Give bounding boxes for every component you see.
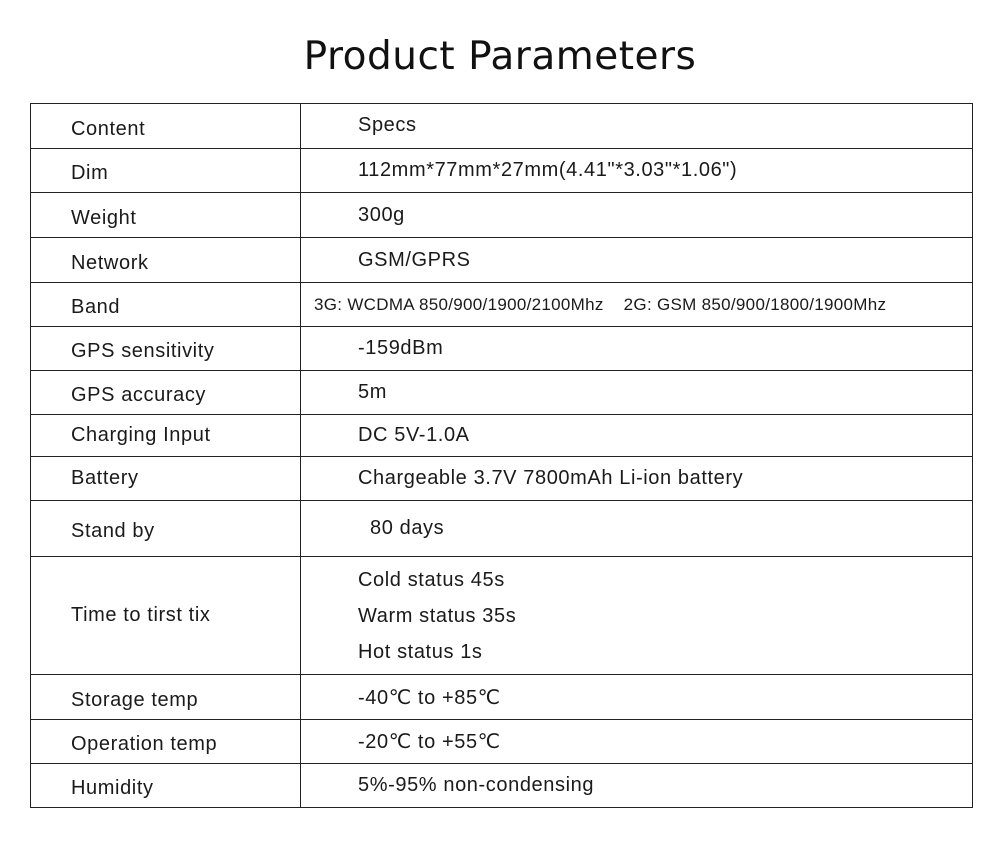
table-row-operation-temp	[31, 720, 973, 764]
table-row-dim	[31, 149, 973, 193]
row-value: 5m	[301, 371, 973, 415]
row-value: 300g	[301, 193, 973, 238]
row-label: Dim	[31, 149, 301, 193]
row-value: 5%-95% non-condensing	[301, 764, 973, 808]
row-value: 112mm*77mm*27mm(4.41"*3.03"*1.06")	[301, 149, 973, 193]
product-parameters-table	[30, 103, 973, 808]
cold-status-text: Cold status 45s	[358, 568, 505, 591]
band-2g-text: 2G: GSM 850/900/1800/1900Mhz	[623, 294, 887, 314]
row-value: 80 days	[301, 501, 973, 557]
row-label: Operation temp	[31, 720, 301, 764]
row-label: Storage temp	[31, 675, 301, 720]
table-row-charging-input	[31, 415, 973, 457]
row-label: Band	[31, 283, 301, 327]
header-label-cell: Content	[31, 104, 301, 149]
row-value-band	[301, 283, 973, 327]
row-label: GPS accuracy	[31, 371, 301, 415]
row-value: -40℃ to +85℃	[301, 675, 973, 720]
row-label: Stand by	[31, 501, 301, 557]
row-label: Battery	[31, 457, 301, 501]
row-value: -159dBm	[301, 327, 973, 371]
header-value-cell: Specs	[301, 104, 973, 149]
table-row-battery	[31, 457, 973, 501]
table-row-band	[31, 283, 973, 327]
table-row-humidity	[31, 764, 973, 808]
row-value-multiline	[301, 557, 973, 675]
hot-status-text: Hot status 1s	[358, 640, 483, 663]
row-label: Humidity	[31, 764, 301, 808]
row-label: Charging Input	[31, 415, 301, 457]
page-title: Product Parameters	[303, 34, 697, 79]
table-row-standby	[31, 501, 973, 557]
row-label: Time to tirst tix	[31, 557, 301, 675]
table-row-weight	[31, 193, 973, 238]
table-row-storage-temp	[31, 675, 973, 720]
row-value: GSM/GPRS	[301, 238, 973, 283]
table-row-time-to-first-fix	[31, 557, 973, 675]
row-value: DC 5V-1.0A	[301, 415, 973, 457]
table-row-gps-accuracy	[31, 371, 973, 415]
table-row-network	[31, 238, 973, 283]
warm-status-text: Warm status 35s	[358, 604, 517, 627]
row-value: -20℃ to +55℃	[301, 720, 973, 764]
row-value: Chargeable 3.7V 7800mAh Li-ion battery	[301, 457, 973, 501]
table-row-gps-sensitivity	[31, 327, 973, 371]
row-label: Weight	[31, 193, 301, 238]
row-label: Network	[31, 238, 301, 283]
row-label: GPS sensitivity	[31, 327, 301, 371]
band-3g-text: 3G: WCDMA 850/900/1900/2100Mhz	[314, 294, 604, 314]
table-header-row	[31, 104, 973, 149]
